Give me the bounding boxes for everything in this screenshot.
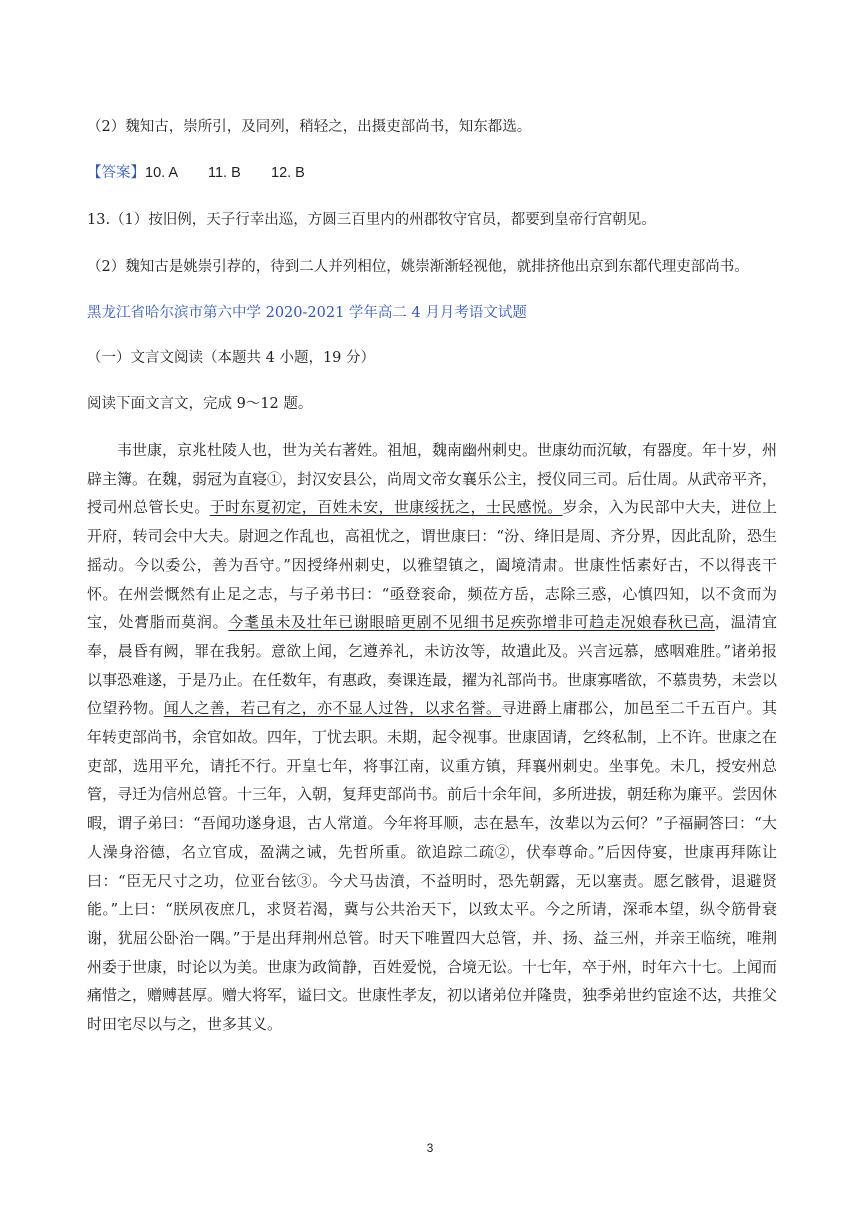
answer-item: 12. B <box>271 165 305 181</box>
passage-text: 岁余，入为民部中大夫，进位上开府，转司会中大夫。尉迥之作乱也，高祖忧之，谓世康曰：“汾、绛旧是周、齐分界，因此乱阶，恐生摇动。今以委公，善为吾守。”因授绛州刺史，以雅望镇之，阖境清肃。世康性恬素好古，不以得丧干怀。在州尝慨然有止足之志，与子弟书曰：“亟登衮命，频莅方岳，志除三惑，心慎四知，以不贪而为宝，处膏脂而莫润。 <box>87 498 777 632</box>
translation-2: （2）魏知古是姚崇引荐的，待到二人并列相位，姚崇渐渐轻视他，就排挤他出京到东都代理吏部尚书。 <box>87 259 749 275</box>
answer-item: 11. B <box>208 165 241 181</box>
underlined-sentence-1: 于时东夏初定，百姓未安，世康绥抚之，士民感悦。 <box>209 498 563 517</box>
passage-text: 寻进爵上庸郡公，加邑至二千五百户。其年转吏部尚书，余官如故。四年，丁忧去职。未期，起令视事。世康固请，乞终私制，上不许。世康之在吏部，选用平允，请托不行。开皇七年，将事江南，议重方镇，拜襄州刺史。坐事免。未几，授安州总管，寻迁为信州总管。十三年，入朝，复拜吏部尚书。前后十余年间，多所进拔，朝廷称为廉平。尝因休暇，谓子弟曰：“吾闻功遂身退，古人常道。今年将耳顺，志在悬车，汝辈以为云何？”子福嗣答曰：“大人澡身浴德，名立官成，盈满之诫，先哲所重。欲追踪二疏②，伏奉尊命。”后因侍宴，世康再拜陈让曰：“臣无尺寸之功，位亚台铉③。今犬马齿濆，不益明时，恐先朝露，无以塞责。愿乞骸骨，退避贤能。”上曰：“朕夙夜庶几，求贤若渴，冀与公共治天下，以致太平。今之所请，深乖本望，纵令筋骨衰谢，犹屈公卧治一隅。”于是出拜荆州总管。时天下唯置四大总管，并、扬、益三州，并亲王临统，唯荆州委于世康，时论以为美。世康为政简静，百姓爱悦，合境无讼。十七年，卒于州，时年六十七。上闻而痛惜之，赠赙甚厚。赠大将军，谥曰文。世康性孝友，初以诸弟位并隆贵，独季弟世约宦途不达，共推父时田宅尽以与之，世多其义。 <box>87 699 778 1034</box>
underlined-sentence-2: 今耄虽未及壮年已谢眼暗更剧不见细书足疾弥增非可趋走况娘春秋已高 <box>228 613 715 632</box>
translation-1: 13.（1）按旧例，天子行幸出巡，方圆三百里内的州郡牧守官员，都要到皇帝行宫朝见。 <box>87 212 656 228</box>
classical-passage <box>87 436 777 1039</box>
instruction: 阅读下面文言文，完成 9～12 题。 <box>87 396 313 412</box>
exam-title-link[interactable]: 黑龙江省哈尔滨市第六中学 2020-2021 学年高二 4 月月考语文试题 <box>87 305 527 321</box>
answer-item: 10. A <box>145 165 179 181</box>
answer-line <box>87 161 305 182</box>
answer-tag: 【答案】 <box>87 165 145 181</box>
translation-2-heading: （2）魏知古，崇所引，及同列，稍轻之，出摄吏部尚书，知东都选。 <box>87 119 532 135</box>
underlined-sentence-3: 闻人之善，若己有之，亦不显人过咎，以求名誉。 <box>163 699 502 718</box>
passage-text: 韦世康，京兆杜陵人也，世为关右著姓。祖旭，魏南幽州刺史。世康幼而沉敏，有器度。年十岁，州辟主簿。在魏，弱冠为直寝①，封汉安县公，尚周文帝女襄乐公主，授仪同三司。后仕周。从武帝平齐，授司州总管长史。 <box>87 441 778 517</box>
section-title: （一）文言文阅读（本题共 4 小题，19 分） <box>87 350 376 366</box>
page-number: 3 <box>426 1141 434 1155</box>
passage-text: ，温清宜奉，晨昏有阙，罪在我躬。意欲上闻，乞遵养礼，未访汝等，故遣此及。兴言远慕，感咽难胜。”诸弟报以事恐难遂，于是乃止。在任数年，有惠政，奏课连最，擢为礼部尚书。世康寡嗜欲，不慕贵势，未尝以位望矜物。 <box>87 613 778 718</box>
